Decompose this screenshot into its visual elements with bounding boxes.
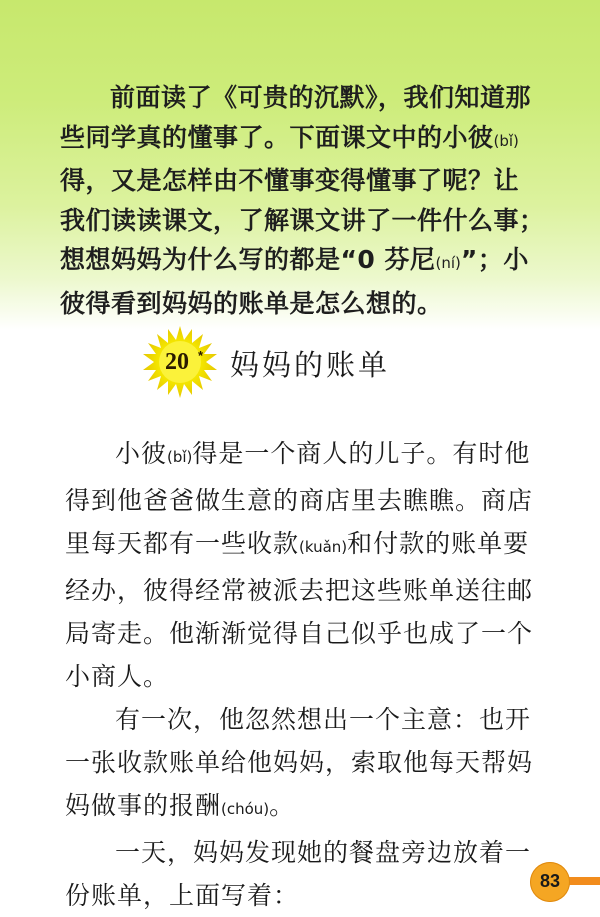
paragraph-3: 一天，妈妈发现她的餐盘旁边放着一份账单，上面写着： xyxy=(65,838,532,910)
p1-text-b: 得是一个商人的儿子。有时他得到他爸爸做生意的商店里去瞧瞧。商店里每天都有一些收款 xyxy=(65,439,534,558)
intro-line-5: 想想妈妈为什么写的都是“0 芬尼 xyxy=(60,245,436,274)
intro-box xyxy=(0,0,600,330)
page-number: 83 xyxy=(539,871,561,891)
lesson-body xyxy=(65,432,540,917)
page-number-badge xyxy=(530,862,600,902)
paragraph-2 xyxy=(65,698,540,831)
intro-line-3: 得，又是怎样由不懂事变得懂事了呢？让 xyxy=(60,166,520,195)
pinyin-kuan: (kuǎn) xyxy=(299,538,348,556)
lesson-title: 妈妈的账单 xyxy=(230,348,391,382)
pinyin-bi-body: (bǐ) xyxy=(167,448,193,466)
lesson-header xyxy=(140,322,440,402)
pinyin-bi: (bǐ) xyxy=(493,131,519,150)
pinyin-chou: (chóu) xyxy=(221,800,270,818)
p1-text-a: 小彼 xyxy=(115,439,168,468)
p2-text-b: 。 xyxy=(269,791,296,820)
lesson-star: * xyxy=(198,348,204,363)
lesson-number: 20 xyxy=(165,349,189,375)
intro-line-5-tail: ”；小 xyxy=(460,245,529,274)
page-bar xyxy=(568,877,600,885)
intro-line-1: 前面读了《可贵的沉默》，我们知道那 xyxy=(110,83,532,112)
intro-line-2: 些同学真的懂事了。下面课文中的小彼 xyxy=(60,122,494,152)
intro-line-4: 我们读读课文，了解课文讲了一件什么事； xyxy=(60,205,545,235)
pinyin-ni: (ní) xyxy=(435,254,461,272)
paragraph-1 xyxy=(65,432,540,698)
intro-line-6: 彼得看到妈妈的账单是怎么想的。 xyxy=(60,288,443,318)
p1-text-c: 和付款的账单要经办，彼得经常被派去把这些账单送往邮局寄走。他渐渐觉得自己似乎也成了一个小商人。 xyxy=(65,529,534,691)
p2-text-a: 有一次，他忽然想出一个主意：也开一张收款账单给他妈妈，索取他每天帮妈妈做事的报酬 xyxy=(65,705,534,820)
intro-paragraph xyxy=(60,78,565,323)
